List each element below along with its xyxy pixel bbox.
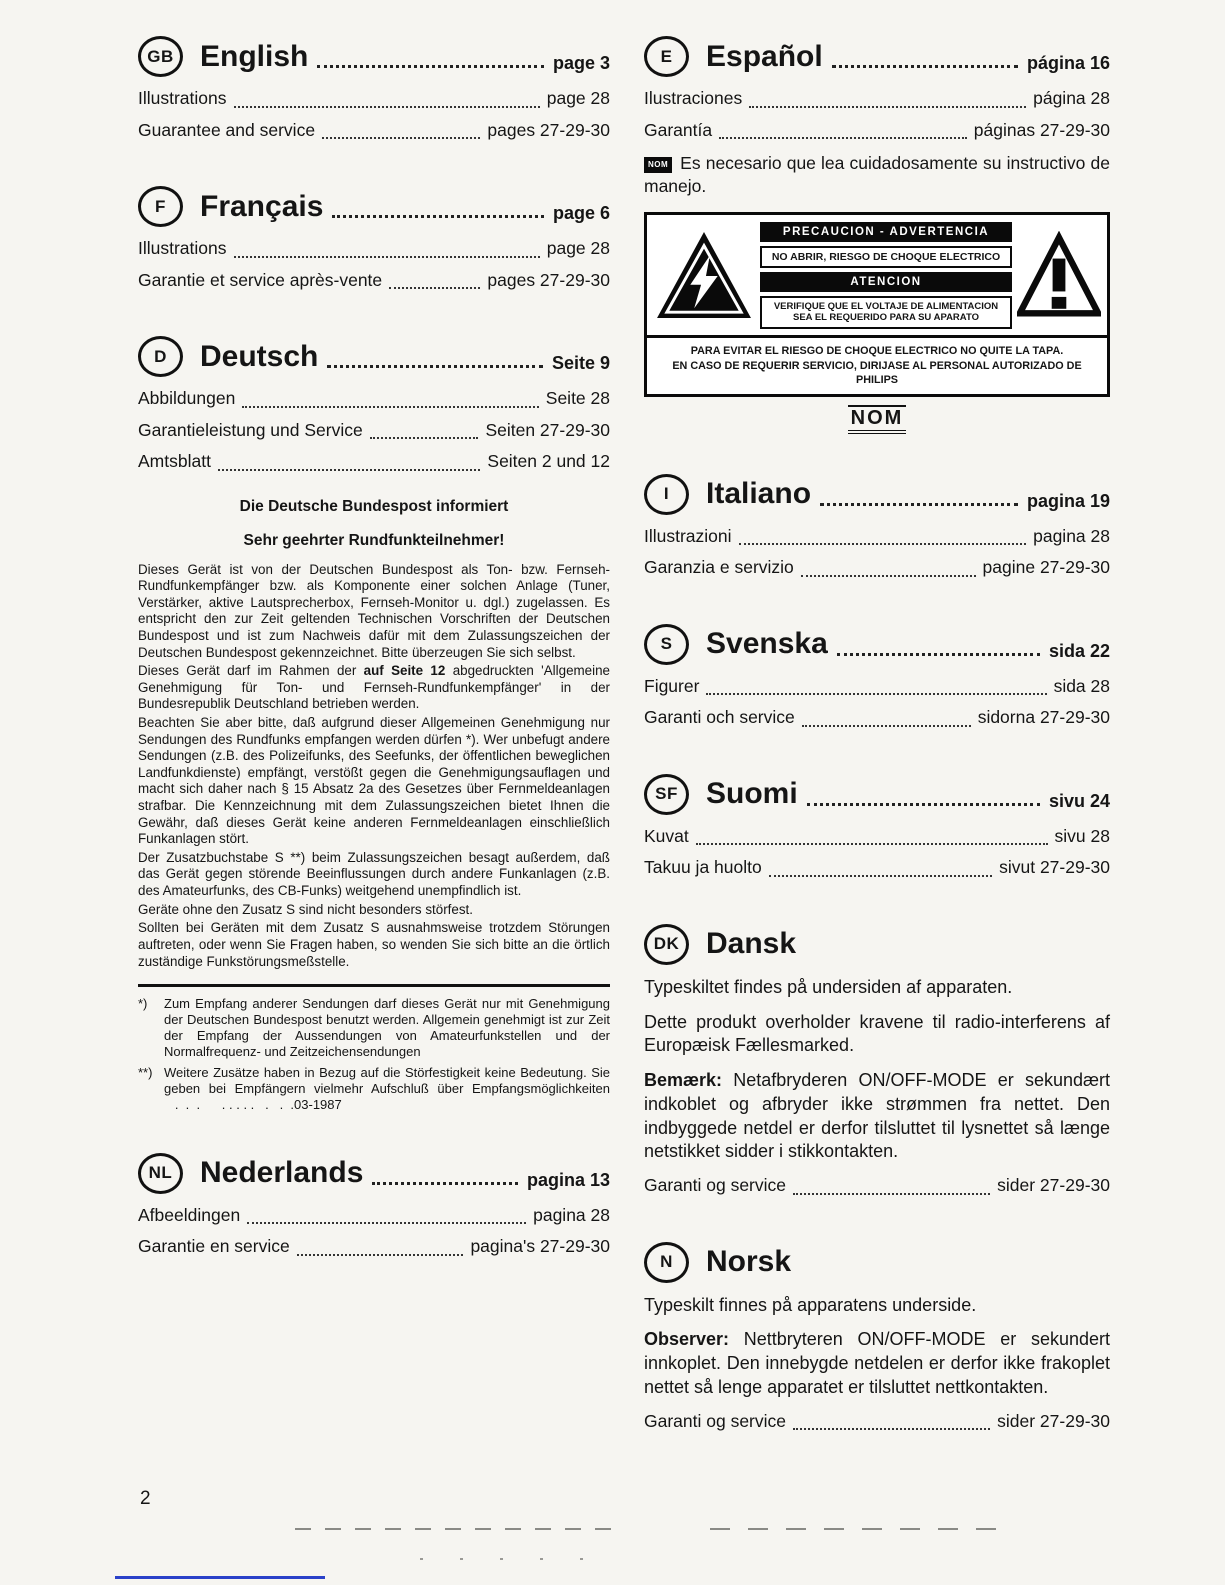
notice-body (138, 562, 610, 971)
toc-entry (138, 265, 610, 297)
toc-entry (138, 383, 610, 415)
toc-entry-page: page 28 (546, 238, 610, 258)
toc-entry-label: Figurer (644, 675, 700, 696)
note-label: Bemærk: (644, 1070, 723, 1091)
toc-entry-page: sider 27-29-30 (997, 1410, 1110, 1431)
section-italiano (644, 474, 1110, 584)
toc-entry (138, 83, 610, 115)
dot-leader (696, 843, 1048, 845)
toc-entry-label: Abbildungen (138, 388, 236, 408)
language-title: Español (706, 39, 823, 73)
toc-list (138, 1200, 610, 1263)
nom-instruction-note (644, 152, 1110, 198)
toc-entry (644, 671, 1110, 703)
toc-entry-page: páginas 27-29-30 (973, 119, 1110, 140)
toc-list (644, 1406, 1110, 1438)
toc-list (644, 671, 1110, 734)
norsk-paragraph: Typeskilt finnes på apparatens underside. (644, 1294, 977, 1315)
note-label: Observer: (644, 1329, 730, 1350)
toc-entry-page: Seiten 2 und 12 (487, 451, 610, 471)
toc-entry (644, 852, 1110, 884)
toc-entry (644, 1406, 1110, 1438)
page-reference: page 6 (552, 203, 610, 223)
section-francais-heading (138, 186, 610, 227)
toc-entry (138, 115, 610, 147)
dot-leader (719, 137, 967, 139)
note-text: Netafbryderen ON/OFF-MODE er sekundært indkoblet og afbryder ikke strømmen fra nettet. Den indbyggede netdel er derfor tilsluttet til lysnettet så længe netstikket sidder i stikkontakten. (644, 1070, 1110, 1162)
language-badge-d: D (138, 336, 183, 377)
warning-footer-line1: PARA EVITAR EL RIESGO DE CHOQUE ELECTRICO NO QUITE LA TAPA. (690, 345, 1064, 358)
language-badge-i: I (644, 474, 689, 515)
toc-entry-page: sida 28 (1053, 675, 1110, 696)
toc-entry (138, 415, 610, 447)
toc-list (644, 821, 1110, 884)
toc-entry-label: Takuu ja huolto (644, 857, 762, 878)
dot-leader (769, 875, 992, 877)
dot-leader (793, 1428, 990, 1430)
dot-leader (793, 1193, 990, 1195)
footnote-marker: *) (138, 996, 148, 1012)
dot-leader (332, 215, 544, 218)
toc-entry (138, 233, 610, 265)
toc-entry-label: Kuvat (644, 825, 689, 846)
toc-entry (644, 521, 1110, 553)
toc-entry-page: pagina 28 (533, 1204, 610, 1225)
notice-paragraph (138, 663, 610, 713)
notice-paragraph: Der Zusatzbuchstabe S **) beim Zulassungszeichen besagt außerdem, daß das Gerät gegen störende Beeinflussungen durch andere Funkanlagen (z.B. des Amateurfunks, des CB-Funks) weitgehend unempfindlich ist. (138, 849, 610, 899)
language-title: Dansk (706, 927, 797, 961)
page-reference: sida 22 (1048, 640, 1110, 661)
dot-leader (242, 406, 538, 408)
dansk-paragraph: Dette produkt overholder kravene til radio-interferens af Europæisk Fællesmarked. (644, 1011, 1110, 1056)
toc-list (138, 233, 610, 296)
norsk-note (644, 1328, 1110, 1399)
page-reference: sivu 24 (1048, 790, 1110, 811)
language-title: Français (200, 189, 324, 223)
toc-entry (138, 1200, 610, 1232)
toc-entry (138, 1231, 610, 1263)
language-badge-n: N (644, 1242, 689, 1283)
section-svenska (644, 624, 1110, 734)
language-title: Italiano (706, 477, 812, 511)
section-dansk-heading (644, 924, 1110, 965)
toc-entry (644, 702, 1110, 734)
toc-list (138, 83, 610, 146)
section-english-heading (138, 36, 610, 77)
toc-entry-page: página 28 (1033, 88, 1110, 108)
dot-leader (802, 725, 971, 727)
section-english (138, 36, 610, 146)
footnote-text (164, 1065, 610, 1113)
section-espanol (644, 36, 1110, 434)
page-reference: Seite 9 (551, 353, 610, 373)
high-voltage-warning-icon (653, 230, 755, 320)
dot-leader (297, 1254, 464, 1256)
footnote (138, 1065, 610, 1113)
dot-leader (317, 65, 544, 68)
warning-banner-atencion: ATENCION (760, 272, 1012, 292)
nom-mark: NOM (848, 405, 907, 434)
dot-leader (807, 803, 1040, 806)
language-title: Deutsch (200, 339, 319, 373)
footnote (138, 996, 610, 1060)
section-suomi (644, 774, 1110, 884)
notice-paragraph: Dieses Gerät ist von der Deutschen Bundespost als Ton- bzw. Fernseh-Rundfunkempfänger bzw. als Komponente einer solchen Anlage (Tuner, Verstärker, aktive Lautsprecherbox, Fernseh-Monitor u. dgl.) zugelassen. Es entspricht den zur Zeit geltenden Technischen Vorschriften der Deutschen Bundespost und ist zum Nachweis dafür mit dem Zulassungszeichen der Deutschen Bundespost gekennzeichnet. Bitte überzeugen Sie sich selbst. (138, 561, 610, 660)
toc-entry-page: sidorna 27-29-30 (977, 707, 1110, 728)
language-title: Suomi (706, 777, 798, 811)
toc-entry (644, 552, 1110, 584)
page-reference: página 16 (1026, 53, 1110, 73)
toc-entry-page: pagina 28 (1033, 525, 1110, 546)
page-number: 2 (140, 1488, 151, 1509)
toc-entry-page: pagina's 27-29-30 (470, 1236, 610, 1257)
toc-entry-page: sivut 27-29-30 (999, 857, 1110, 878)
dansk-note (644, 1069, 1110, 1164)
section-francais (138, 186, 610, 296)
toc-list (644, 1170, 1110, 1202)
section-italiano-heading (644, 474, 1110, 515)
language-badge-sf: SF (644, 774, 689, 815)
toc-entry-page: pages 27-29-30 (487, 119, 610, 140)
section-svenska-heading (644, 624, 1110, 665)
dot-leader (832, 65, 1018, 68)
toc-entry-label: Illustrations (138, 238, 227, 258)
dot-leader (234, 256, 540, 258)
dot-leader (372, 1182, 518, 1185)
notice-salutation: Sehr geehrter Rundfunkteilnehmer! (243, 531, 505, 549)
toc-entry-label: Afbeeldingen (138, 1204, 241, 1225)
two-column-layout (138, 36, 1169, 1477)
scan-artifact-ticks (420, 1558, 620, 1560)
toc-entry-label: Garantieleistung und Service (138, 419, 363, 440)
section-dansk (644, 924, 1110, 1202)
notice-paragraph: Geräte ohne den Zusatz S sind nicht besonders störfest. (138, 901, 473, 917)
section-deutsch-heading (138, 336, 610, 377)
toc-entry-label: Garanti og service (644, 1175, 787, 1196)
section-suomi-heading (644, 774, 1110, 815)
toc-entry-page: Seite 28 (545, 388, 610, 408)
section-deutsch (138, 336, 610, 1113)
language-badge-f: F (138, 186, 183, 227)
page-reference: pagina 19 (1026, 490, 1110, 511)
toc-entry-label: Garantie et service après-vente (138, 269, 383, 290)
toc-entry (644, 83, 1110, 115)
toc-entry-label: Ilustraciones (644, 88, 743, 108)
toc-entry (644, 1170, 1110, 1202)
nom-mark-wrap (644, 405, 1110, 434)
text-run: Weitere Zusätze haben in Bezug auf die Störfestigkeit keine Bedeutung. Sie geben bei Empfängern vielmehr Aufschluß über Empfangsmöglichkeiten (164, 1064, 610, 1096)
left-column (138, 36, 610, 1477)
toc-list (644, 83, 1110, 146)
text-run: abgedruckten 'Allgemeine Genehmigung für Ton- und Fernseh-Rundfunkempfänger' in der Bundesrepublik Deutschland betrieben werden. (138, 663, 610, 712)
bundespost-notice (138, 498, 610, 1113)
dot-leader (218, 469, 480, 471)
toc-entry-page: sivu 28 (1054, 825, 1110, 846)
warning-banner-precaucion: PRECAUCION - ADVERTENCIA (760, 222, 1012, 242)
warning-footer-text (647, 335, 1107, 394)
toc-list (644, 521, 1110, 584)
section-norsk (644, 1242, 1110, 1438)
language-title: Svenska (706, 627, 828, 661)
language-title: Nederlands (200, 1156, 364, 1190)
toc-entry-label: Illustrazioni (644, 525, 732, 546)
footnote-text: Zum Empfang anderer Sendungen darf dieses Gerät nur mit Genehmigung der Deutschen Bundespost benutzt werden. Allgemein genehmigt ist zur Zeit der Empfang der Aussendungen von Amateurfunkstellen und der Normalfrequenz- und Zeitzeichensendungen (164, 996, 610, 1060)
footnote-separator (138, 984, 610, 987)
language-title: English (200, 39, 309, 73)
notice-paragraph: Sollten bei Geräten mit dem Zusatz S ausnahmsweise trotzdem Störungen auftreten, oder wenn Sie Fragen haben, so wenden Sie sich bitte an die örtlich zuständige Funkstörungsmeßstelle. (138, 920, 610, 969)
notice-paragraph: Beachten Sie aber bitte, daß aufgrund dieser Allgemeinen Genehmigung nur Sendungen des Rundfunks empfangen werden dürfen *). Wer unbefugt andere Sendungen (z.B. des Polizeifunks, des Seefunks, der öffentlichen beweglichen Landfunkdienste) empfängt, verstößt gegen die Genehmigungsauflagen und macht sich daher nach § 15 Absatz 2a des Gesetzes über Fernmeldeanlagen strafbar. Die Kennzeichnung mit dem Zulassungszeichen bietet Ihnen die Gewähr, daß dieses Gerät keine anderen Fernmeldeanlagen einschließlich Funkanlagen stört. (138, 714, 610, 847)
warning-footer-line2: EN CASO DE REQUERIR SERVICIO, DIRIJASE AL PERSONAL AUTORIZADO DE PHILIPS (672, 359, 1082, 387)
toc-entry-page: pagine 27-29-30 (982, 557, 1110, 578)
toc-entry-label: Garantie en service (138, 1236, 290, 1257)
toc-entry-page: page 28 (546, 88, 610, 108)
scan-artifact-dashes (295, 1528, 625, 1530)
toc-list (138, 383, 610, 478)
dot-leader (739, 543, 1027, 545)
nom-note-text: Es necesario que lea cuidadosamente su instructivo de manejo. (644, 153, 1110, 196)
dot-leader (706, 693, 1046, 695)
footnote-marker: **) (138, 1064, 153, 1080)
page-reference: page 3 (552, 53, 610, 73)
toc-entry-label: Garanti och service (644, 707, 795, 728)
toc-entry (644, 821, 1110, 853)
dot-leader (389, 287, 480, 289)
toc-entry-label: Amtsblatt (138, 451, 211, 471)
language-badge-gb: GB (138, 36, 183, 77)
dot-leader (749, 106, 1026, 108)
section-norsk-heading (644, 1242, 1110, 1283)
footnote-date: . . . . . . . . . . .03-1987 (164, 1096, 342, 1112)
language-badge-e: E (644, 36, 689, 77)
language-badge-s: S (644, 624, 689, 665)
toc-entry (138, 446, 610, 478)
section-nederlands (138, 1153, 610, 1263)
dot-leader (327, 365, 543, 368)
toc-entry-label: Garantía (644, 119, 713, 140)
right-column (644, 36, 1110, 1477)
text-run: Dieses Gerät darf im Rahmen der (138, 663, 364, 679)
warning-text-stack (760, 222, 1012, 330)
toc-entry-label: Guarantee and service (138, 119, 316, 140)
dot-leader (837, 653, 1040, 656)
dot-leader (370, 437, 479, 439)
dot-leader (820, 503, 1018, 506)
notice-title: Die Deutsche Bundespost informiert (239, 497, 509, 515)
language-title: Norsk (706, 1245, 792, 1279)
scan-artifact-blue-line (115, 1576, 325, 1579)
page-reference: pagina 13 (526, 1169, 610, 1190)
section-espanol-heading (644, 36, 1110, 77)
attention-warning-icon (1017, 231, 1101, 319)
language-badge-dk: DK (644, 924, 689, 965)
dansk-paragraph: Typeskiltet findes på undersiden af apparaten. (644, 976, 1013, 997)
toc-entry-label: Garanzia e servizio (644, 557, 794, 578)
warning-upper-area (647, 215, 1107, 336)
safety-warning-box (644, 212, 1110, 397)
toc-entry-label: Illustrations (138, 88, 227, 108)
dot-leader (801, 575, 976, 577)
dot-leader (234, 106, 540, 108)
warning-no-abrir: NO ABRIR, RIESGO DE CHOQUE ELECTRICO (760, 246, 1012, 268)
note-text: Nettbryteren ON/OFF-MODE er sekundert innkoplet. Den innebygde netdelen er derfor ikke frakoplet nettet så lenge apparatet er tilsluttet nettkontakten. (644, 1329, 1110, 1397)
language-badge-nl: NL (138, 1153, 183, 1194)
toc-entry-label: Garanti og service (644, 1410, 787, 1431)
bold-text-run: auf Seite 12 (363, 663, 446, 679)
nom-icon: NOM (644, 157, 672, 173)
scan-artifact-dashes (710, 1528, 1000, 1530)
toc-entry (644, 115, 1110, 147)
warning-voltaje: VERIFIQUE QUE EL VOLTAJE DE ALIMENTACION SEA EL REQUERIDO PARA SU APARATO (760, 296, 1012, 330)
dot-leader (247, 1222, 526, 1224)
toc-entry-page: pages 27-29-30 (487, 269, 610, 290)
toc-entry-page: Seiten 27-29-30 (485, 419, 610, 440)
dot-leader (322, 137, 480, 139)
section-nederlands-heading (138, 1153, 610, 1194)
toc-entry-page: sider 27-29-30 (997, 1175, 1110, 1196)
